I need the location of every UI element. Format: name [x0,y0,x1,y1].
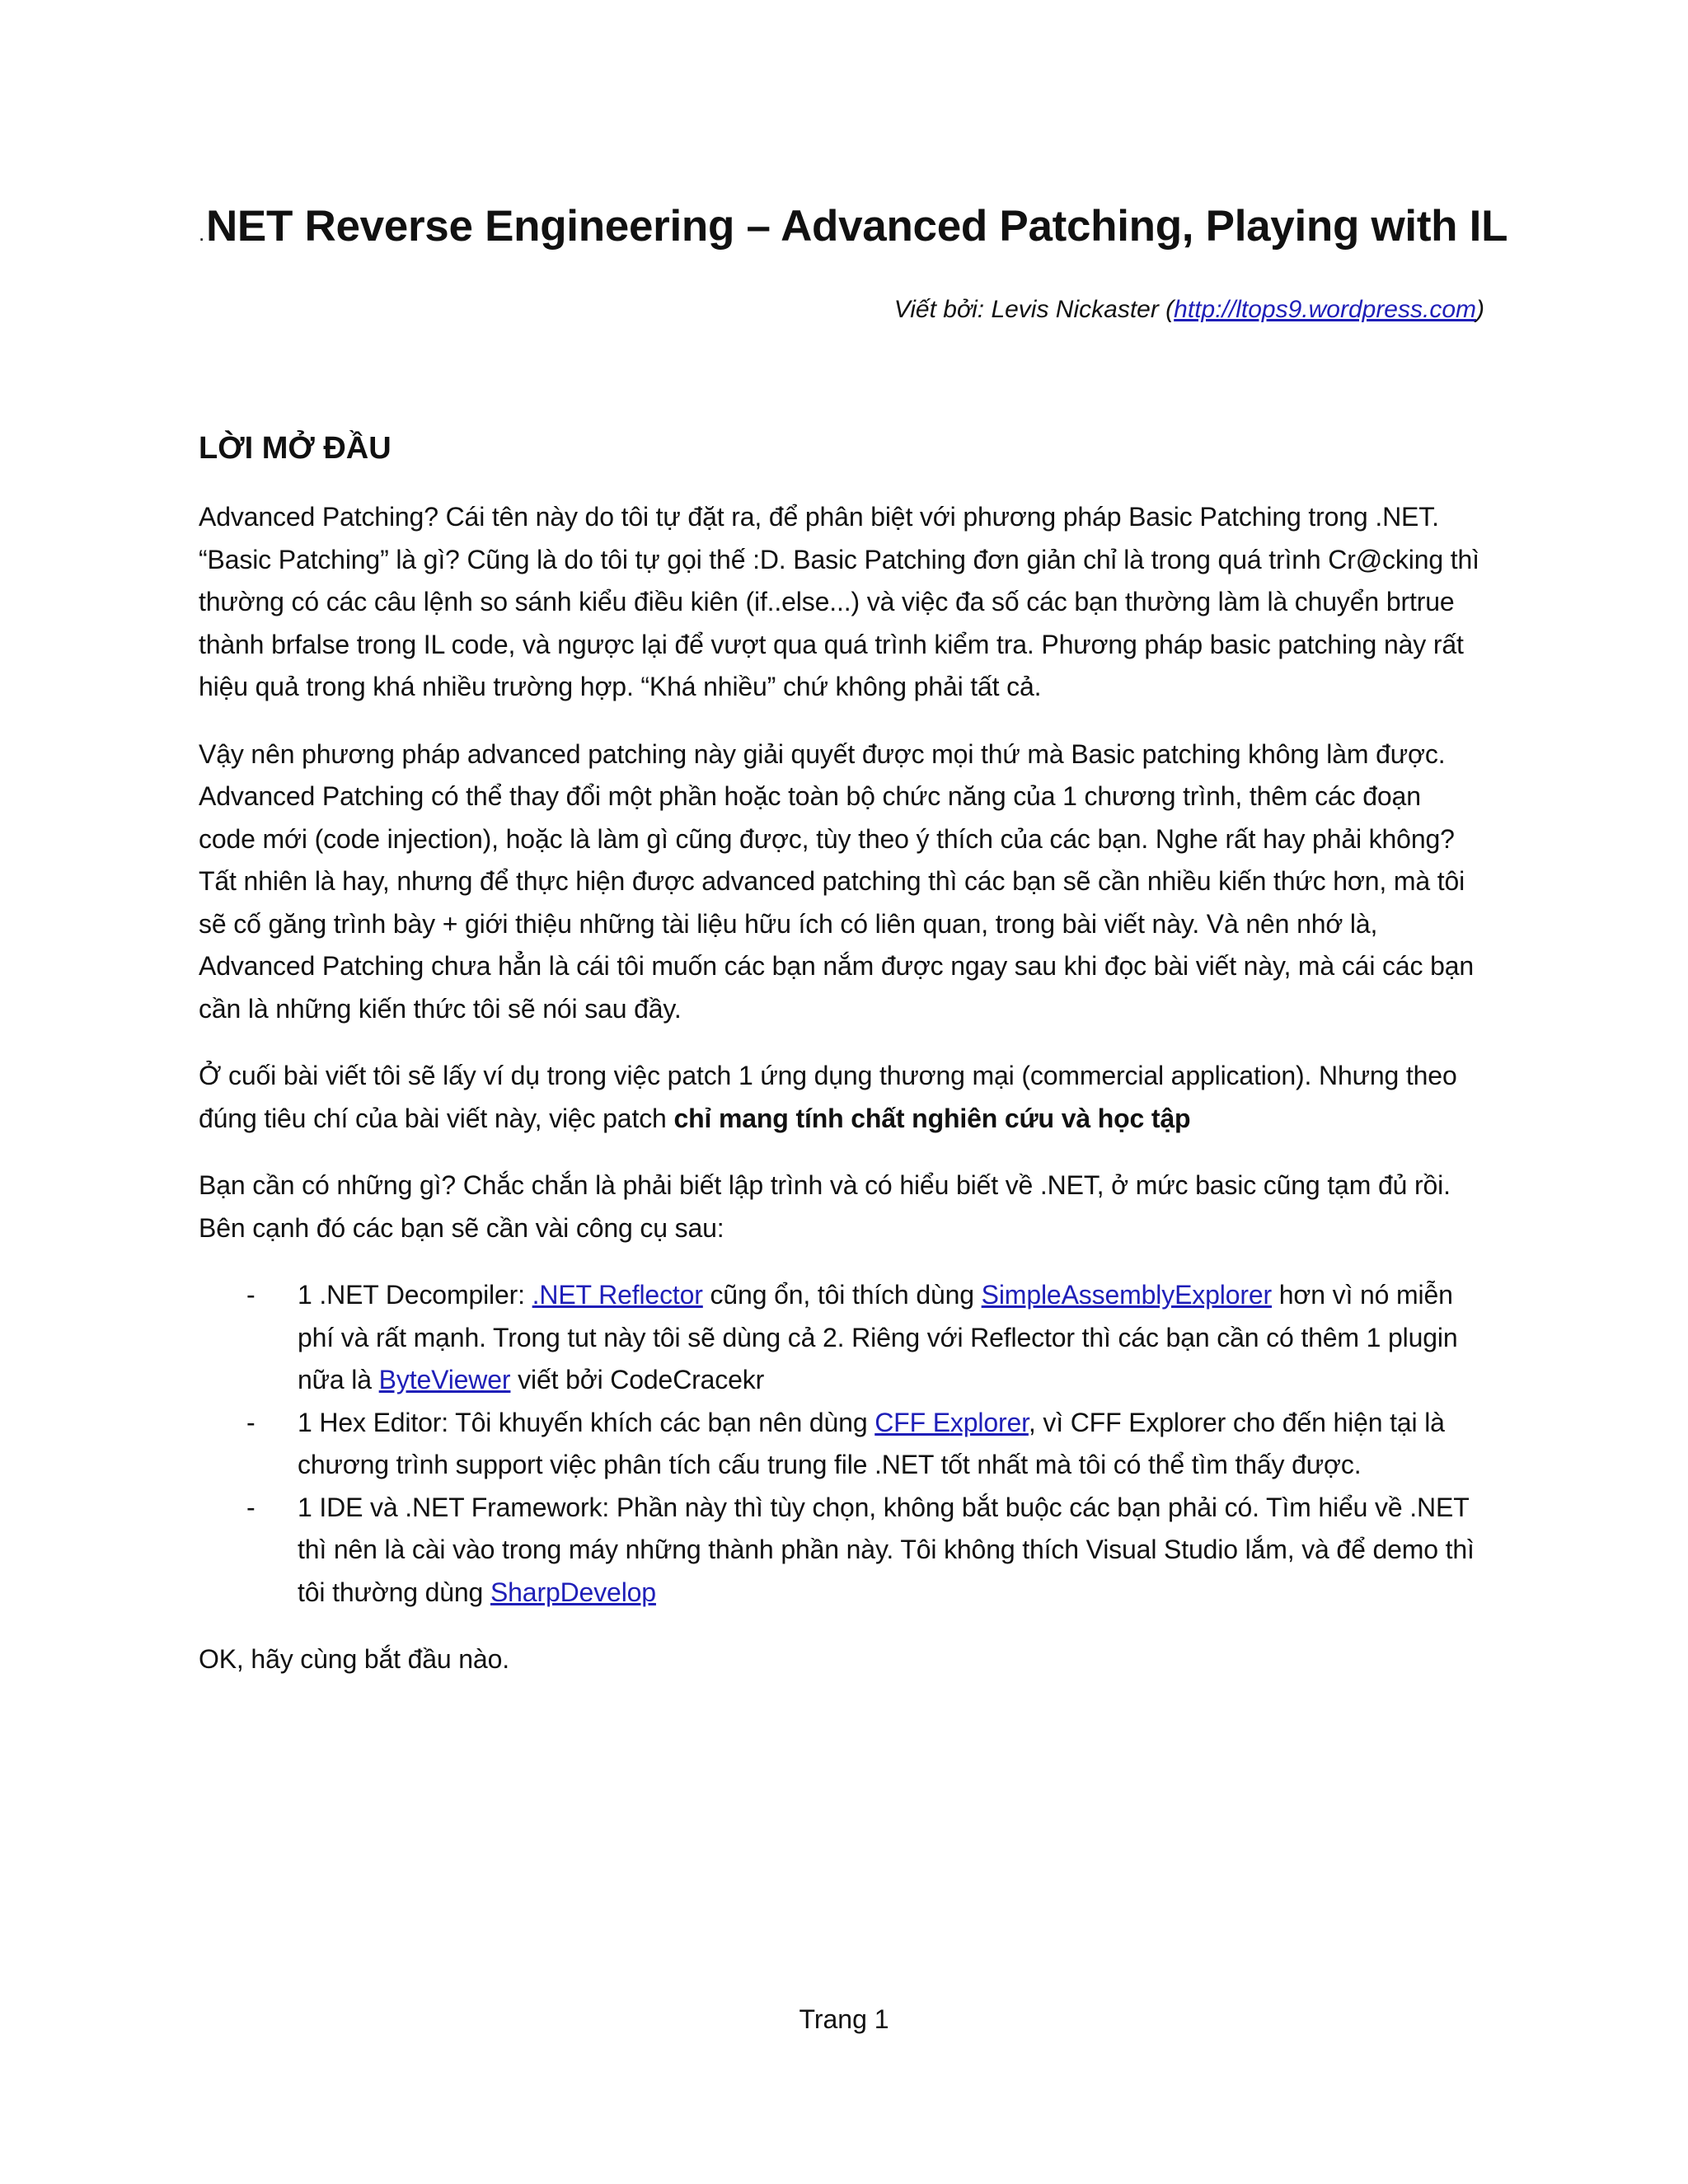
list-dash: - [246,1492,256,1522]
paragraph-example [199,1055,1484,1140]
list-dash: - [246,1407,256,1437]
simple-assembly-explorer-link[interactable]: SimpleAssemblyExplorer [981,1280,1273,1310]
list-item-text: cũng ổn, tôi thích dùng [702,1280,982,1310]
section-heading: LỜI MỞ ĐẦU [199,431,392,466]
title-prefix: . [199,221,204,246]
sharpdevelop-link[interactable]: SharpDevelop [490,1577,656,1607]
list-item-text: viết bởi CodeCracekr [510,1365,765,1394]
author-blog-link[interactable]: http://ltops9.wordpress.com [1174,296,1476,323]
list-dash: - [246,1280,256,1310]
list-item-text: 1 .NET Decompiler: [298,1280,532,1310]
byteviewer-link[interactable]: ByteViewer [378,1365,511,1394]
title-text: NET Reverse Engineering – Advanced Patching, Playing with IL [205,202,1508,251]
list-item-decompiler [199,1274,1484,1402]
list-item-hex-editor [199,1402,1484,1487]
list-item-text: 1 Hex Editor: Tôi khuyến khích các bạn nên dùng [298,1407,875,1437]
byline-text-end: ) [1476,296,1484,323]
paragraph-example-bold: chỉ mang tính chất nghiên cứu và học tập [673,1103,1191,1133]
page-number: Trang 1 [799,2004,889,2034]
document-title [199,190,1508,270]
net-reflector-link[interactable]: .NET Reflector [532,1280,703,1310]
list-item-text: hơn vì nó miễn phí và rất mạnh. Trong tut này tôi sẽ dùng cả 2. Riêng với Reflector thì các bạn cần có thêm 1 plugin nữa là [298,1280,1458,1394]
tools-list [199,1274,1484,1614]
paragraph-closing: OK, hãy cùng bắt đầu nào. [199,1644,509,1674]
paragraph-advanced-patching: Vậy nên phương pháp advanced patching này giải quyết được mọi thứ mà Basic patching không làm được. Advanced Patching có thể thay đổi một phần hoặc toàn bộ chức năng của 1 chương trình, thêm các đoạn code mới (code injection), hoặc là làm gì cũng được, tùy theo ý thích của các bạn. Nghe rất hay phải không? Tất nhiên là hay, nhưng để thực hiện được advanced patching thì các bạn sẽ cần nhiều kiến thức hơn, mà tôi sẽ cố găng trình bày + giới thiệu những tài liệu hữu ích có liên quan, trong bài viết này. Và nên nhớ là, Advanced Patching chưa hẳn là cái tôi muốn các bạn nắm được ngay sau khi đọc bài viết này, mà cái các bạn cần là những kiến thức tôi sẽ nói sau đầy. [199,738,1475,1024]
byline-text: Viết bởi: Levis Nickaster ( [893,296,1175,323]
list-item-ide [199,1487,1484,1615]
list-item-text: , vì CFF Explorer cho đến hiện tại là chương trình support việc phân tích cấu trung file .NET tốt nhất mà tôi có thể tìm thấy được. [298,1407,1445,1479]
paragraph-example-text: Ở cuối bài viết tôi sẽ lấy ví dụ trong việc patch 1 ứng dụng thương mại (commercial application). Nhưng theo đúng tiêu chí của bài viết này, việc patch [199,1061,1457,1133]
cff-explorer-link[interactable]: CFF Explorer [874,1407,1029,1437]
byline [199,293,1484,326]
list-item-text: 1 IDE và .NET Framework: Phần này thì tùy chọn, không bắt buộc các bạn phải có. Tìm hiểu về .NET thì nên là cài vào trong máy những thành phần này. Tôi không thích Visual Studio lắm, và để demo thì tôi thường dùng [298,1492,1475,1607]
paragraph-requirements: Bạn cần có những gì? Chắc chắn là phải biết lập trình và có hiểu biết về .NET, ở mức basic cũng tạm đủ rồi. Bên cạnh đó các bạn sẽ cần vài công cụ sau: [199,1170,1451,1243]
document-content [199,190,1508,1681]
paragraph-intro: Advanced Patching? Cái tên này do tôi tự đặt ra, để phân biệt với phương pháp Basic Patching trong .NET. “Basic Patching” là gì? Cũng là do tôi tự gọi thế :D. Basic Patching đơn giản chỉ là trong quá trình Cr@cking thì thường có các câu lệnh so sánh kiểu điều kiên (if..else...) và việc đa số các bạn thường làm là chuyển brtrue thành brfalse trong IL code, và ngược lại để vượt qua quá trình kiểm tra. Phương pháp basic patching này rất hiệu quả trong khá nhiều trường hợp. “Khá nhiều” chứ không phải tất cả. [199,502,1479,701]
